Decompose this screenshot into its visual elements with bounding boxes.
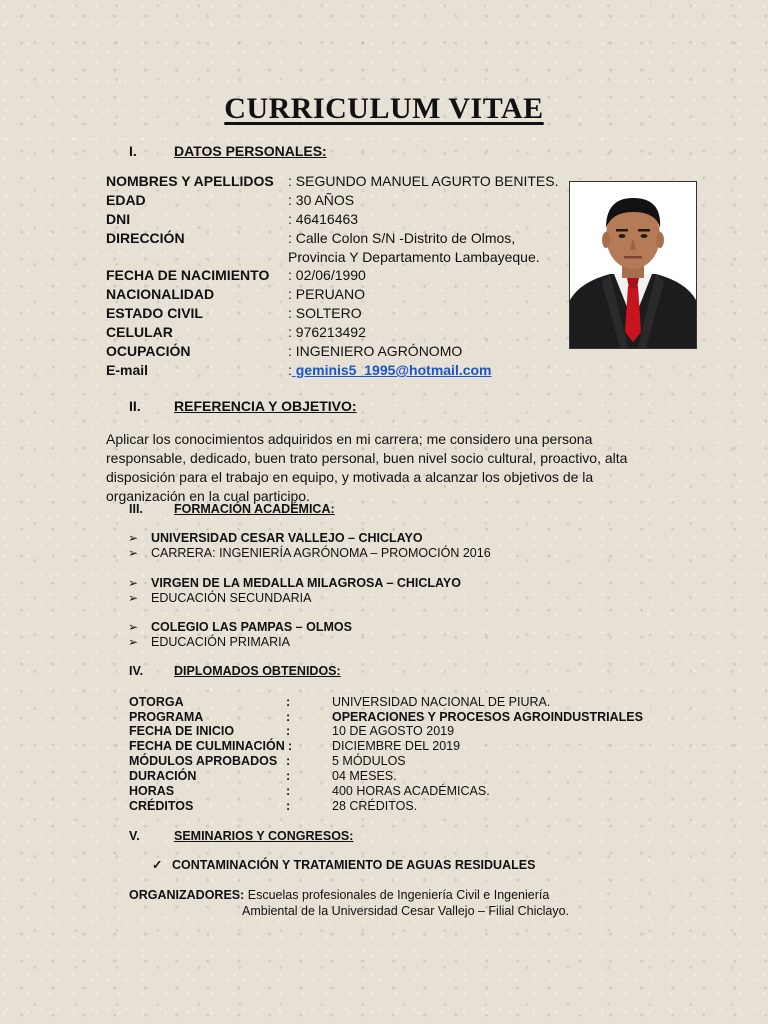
section-heading: REFERENCIA Y OBJETIVO: <box>174 398 357 414</box>
arrow-bullet-icon: ➢ <box>128 591 139 605</box>
section-objective <box>129 398 429 416</box>
diploma-value: 5 MÓDULOS <box>332 754 406 768</box>
field-value: : INGENIERO AGRÓNOMO <box>288 343 463 359</box>
field-value: : 30 AÑOS <box>288 192 355 208</box>
arrow-bullet-icon: ➢ <box>128 576 139 590</box>
arrow-bullet-icon: ➢ <box>128 531 139 545</box>
education-text: COLEGIO LAS PAMPAS – OLMOS <box>151 620 352 634</box>
diploma-label: HORAS <box>129 784 175 798</box>
section-seminars <box>129 829 429 845</box>
arrow-bullet-icon: ➢ <box>128 546 139 560</box>
page-title: CURRICULUM VITAE <box>224 92 544 125</box>
checkmark-icon: ✓ <box>152 858 163 872</box>
diploma-colon: : <box>286 724 291 738</box>
field-value-line2: Provincia Y Departamento Lambayeque. <box>288 249 540 265</box>
field-value: : 976213492 <box>288 324 366 340</box>
field-value: : 02/06/1990 <box>288 267 366 283</box>
field-label: DNI <box>106 211 131 227</box>
email-colon: : <box>288 362 292 378</box>
diploma-label: MÓDULOS APROBADOS <box>129 754 278 768</box>
diploma-value: DICIEMBRE DEL 2019 <box>332 739 461 753</box>
diploma-label: FECHA DE CULMINACIÓN <box>129 739 285 753</box>
field-label: DIRECCIÓN <box>106 230 185 246</box>
portrait-image <box>570 182 696 348</box>
profile-photo <box>569 181 697 349</box>
field-label: OCUPACIÓN <box>106 343 191 359</box>
organizers-label: ORGANIZADORES: <box>129 888 245 902</box>
organizers-line2: Ambiental de la Universidad Cesar Vallejo – Filial Chiclayo. <box>242 904 570 918</box>
section-personal-data <box>129 143 429 161</box>
section-heading: DIPLOMADOS OBTENIDOS: <box>174 664 341 678</box>
field-value <box>288 362 492 378</box>
education-text: UNIVERSIDAD CESAR VALLEJO – CHICLAYO <box>151 531 423 545</box>
diploma-value: 04 MESES. <box>332 769 397 783</box>
diploma-colon: : <box>286 769 291 783</box>
arrow-bullet-icon: ➢ <box>128 620 139 634</box>
section-number: III. <box>129 502 143 516</box>
field-value: : SOLTERO <box>288 305 362 321</box>
diploma-colon: : <box>286 695 291 709</box>
field-label: CELULAR <box>106 324 173 340</box>
field-label: FECHA DE NACIMIENTO <box>106 267 270 283</box>
diploma-value: OPERACIONES Y PROCESOS AGROINDUSTRIALES <box>332 710 643 724</box>
diploma-colon: : <box>286 754 291 768</box>
field-label: NACIONALIDAD <box>106 286 215 302</box>
field-label: ESTADO CIVIL <box>106 305 203 321</box>
section-number: I. <box>129 143 137 159</box>
seminar-item <box>152 857 535 872</box>
diploma-label: OTORGA <box>129 695 184 709</box>
objective-paragraph: Aplicar los conocimientos adquiridos en mi carrera; me considero una persona responsable, dedicado, buen trato personal, buen nivel socio cultural, proactivo, alta disposición para el trabajo en equipo, y motivada a alcanzar los objetivos de la organización en la cual participo. <box>106 431 628 504</box>
education-text: CARRERA: INGENIERÍA AGRÓNOMA – PROMOCIÓN 2016 <box>151 546 491 560</box>
education-text: VIRGEN DE LA MEDALLA MILAGROSA – CHICLAYO <box>151 576 461 590</box>
diploma-colon: : <box>288 739 293 753</box>
education-text: EDUCACIÓN SECUNDARIA <box>151 591 312 605</box>
arrow-bullet-icon: ➢ <box>128 635 139 649</box>
section-number: IV. <box>129 664 144 678</box>
diploma-label: CRÉDITOS <box>129 799 194 813</box>
section-heading: SEMINARIOS Y CONGRESOS: <box>174 829 354 843</box>
diploma-colon: : <box>286 710 291 724</box>
diploma-value: 400 HORAS ACADÉMICAS. <box>332 784 490 798</box>
section-heading: FORMACIÓN ACADÉMICA: <box>174 502 335 516</box>
diploma-label: FECHA DE INICIO <box>129 724 235 738</box>
section-education <box>129 502 429 518</box>
section-number: V. <box>129 829 140 843</box>
email-link[interactable]: geminis5_1995@hotmail.com <box>291 362 492 378</box>
field-value: : Calle Colon S/N -Distrito de Olmos, <box>288 230 516 246</box>
diploma-value: UNIVERSIDAD NACIONAL DE PIURA. <box>332 695 551 709</box>
diploma-label: PROGRAMA <box>129 710 204 724</box>
section-heading: DATOS PERSONALES: <box>174 143 327 159</box>
diploma-value: 10 DE AGOSTO 2019 <box>332 724 455 738</box>
organizers-line1: Escuelas profesionales de Ingeniería Civil e Ingeniería <box>244 888 550 902</box>
organizers <box>129 888 549 902</box>
field-label: E-mail <box>106 362 149 378</box>
seminar-text: CONTAMINACIÓN Y TRATAMIENTO DE AGUAS RESIDUALES <box>171 858 536 872</box>
diploma-colon: : <box>286 799 291 813</box>
diploma-value: 28 CRÉDITOS. <box>332 799 418 813</box>
field-label: EDAD <box>106 192 146 208</box>
education-text: EDUCACIÓN PRIMARIA <box>151 635 290 649</box>
field-value: : SEGUNDO MANUEL AGURTO BENITES. <box>288 173 559 189</box>
field-value: : PERUANO <box>288 286 366 302</box>
field-value: : 46416463 <box>288 211 359 227</box>
section-diplomas <box>129 664 429 680</box>
diploma-label: DURACIÓN <box>129 769 197 783</box>
section-number: II. <box>129 398 141 414</box>
field-label: NOMBRES Y APELLIDOS <box>106 173 274 189</box>
diploma-colon: : <box>286 784 291 798</box>
